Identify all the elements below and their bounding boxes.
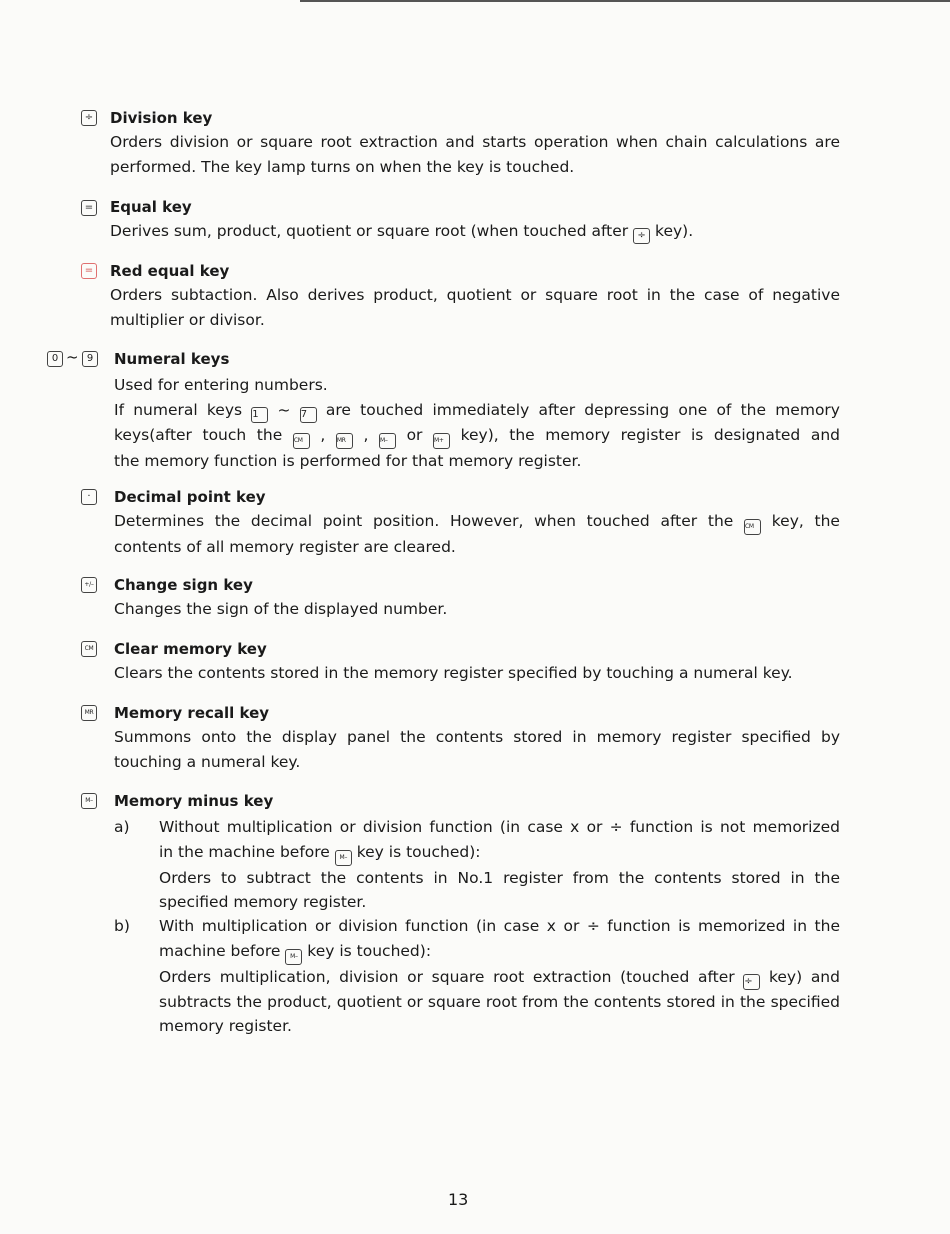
division-key-desc-line1: Orders division or square root extraction and starts operation when chain calculations are xyxy=(110,133,840,151)
memory-recall-key-entry xyxy=(114,702,840,774)
red-equal-key-desc-line1: Orders subtaction. Also derives product, quotient or square root in the case of negative xyxy=(110,286,840,304)
clear-memory-key-desc: Clears the contents stored in the memory register specified by touching a numeral key. xyxy=(114,664,793,682)
decimal-point-key-desc-line1 xyxy=(114,509,840,535)
red-equal-key-icon: = xyxy=(81,263,97,279)
memory-recall-inline-icon: MR xyxy=(336,433,353,449)
case-b-line3 xyxy=(159,965,840,990)
equal-key-desc-text-a: Derives sum, product, quotient or square root (when touched after xyxy=(110,222,629,240)
numeral-keys-desc-line4: the memory function is performed for that memory register. xyxy=(114,451,582,470)
numeral-keys-desc-line3 xyxy=(114,423,840,449)
memory-minus-case-a xyxy=(159,815,840,915)
seven-key-inline-icon: 7 xyxy=(300,407,317,423)
equal-key-title: Equal key xyxy=(110,198,192,216)
numeral-line2-text-a: If numeral keys xyxy=(114,400,243,419)
division-key-entry xyxy=(110,107,840,179)
decimal-point-key-title: Decimal point key xyxy=(114,488,266,506)
clear-memory-inline-icon: CM xyxy=(744,519,761,535)
case-b-line2-text-a: machine before xyxy=(159,941,281,960)
change-sign-key-title: Change sign key xyxy=(114,576,253,594)
memory-minus-key-entry xyxy=(114,790,840,812)
clear-memory-key-title: Clear memory key xyxy=(114,640,267,658)
memory-minus-key-title: Memory minus key xyxy=(114,792,274,810)
page-number: 13 xyxy=(448,1190,469,1209)
numeral-line3-text-b: key), the memory register is designated and xyxy=(460,425,840,444)
division-key-inline-icon: ÷ xyxy=(633,228,650,244)
decimal-line1-text-a: Determines the decimal point position. However, when touched after the xyxy=(114,512,734,530)
numeral-line3-text-a: keys(after touch the xyxy=(114,425,283,444)
numeral-keys-title: Numeral keys xyxy=(114,350,230,368)
red-equal-key-desc-line2: multiplier or divisor. xyxy=(110,310,265,329)
change-sign-key-icon: +/– xyxy=(81,577,97,593)
case-a-line2 xyxy=(159,840,840,866)
case-b-line4: subtracts the product, quotient or square root from the contents stored in the specified xyxy=(159,992,840,1011)
change-sign-key-entry xyxy=(114,574,840,622)
top-rule xyxy=(300,0,950,2)
case-a-line1: Without multiplication or division function (in case x or ÷ function is not memorized xyxy=(159,818,840,836)
case-a-line3: Orders to subtract the contents in No.1 register from the contents stored in the xyxy=(159,868,840,887)
decimal-point-key-icon: · xyxy=(81,489,97,505)
decimal-line1-text-b: key, the xyxy=(771,512,840,530)
range-tilde: ~ xyxy=(66,348,79,366)
memory-minus-inline-icon: M– xyxy=(379,433,396,449)
numeral-keys-desc-line2 xyxy=(114,398,840,423)
clear-memory-key-icon: CM xyxy=(81,641,97,657)
numeral-keys-desc-line1: Used for entering numbers. xyxy=(114,376,328,394)
nine-key-icon: 9 xyxy=(82,351,98,367)
memory-minus-inline-icon: M– xyxy=(335,850,352,866)
numeral-line2-tilde: ~ xyxy=(277,400,291,419)
memory-plus-inline-icon: M+ xyxy=(433,433,450,449)
case-a-line4: specified memory register. xyxy=(159,893,367,911)
zero-key-icon: 0 xyxy=(47,351,63,367)
memory-minus-case-b-label: b) xyxy=(114,917,130,935)
equal-key-entry xyxy=(110,196,840,244)
case-b-line2 xyxy=(159,939,840,965)
memory-recall-key-desc-line2: touching a numeral key. xyxy=(114,752,301,771)
case-a-line2-text-b: key is touched): xyxy=(356,842,481,861)
clear-memory-key-entry xyxy=(114,638,840,686)
red-equal-key-title: Red equal key xyxy=(110,262,230,280)
memory-recall-key-title: Memory recall key xyxy=(114,704,270,722)
numeral-line2-text-b: are touched immediately after depressing one of the memory xyxy=(325,400,840,419)
one-key-inline-icon: 1 xyxy=(251,407,268,423)
case-b-line3-text-a: Orders multiplication, division or square root extraction (touched after xyxy=(159,967,735,986)
case-a-line2-text-a: in the machine before xyxy=(159,842,330,861)
division-key-inline-icon: ÷ xyxy=(743,974,760,990)
memory-minus-case-b xyxy=(159,914,840,1039)
case-b-line1: With multiplication or division function (in case x or ÷ function is memorized in the xyxy=(159,917,840,935)
change-sign-key-desc: Changes the sign of the displayed number. xyxy=(114,600,448,618)
memory-recall-key-icon: MR xyxy=(81,705,97,721)
memory-recall-key-desc-line1: Summons onto the display panel the contents stored in memory register specified by xyxy=(114,728,840,746)
numeral-keys-entry xyxy=(114,348,840,473)
decimal-point-key-desc-line2: contents of all memory register are cleared. xyxy=(114,538,456,556)
numeral-line3-or: or xyxy=(406,425,423,444)
equal-key-desc-text-b: key). xyxy=(655,222,694,240)
memory-minus-key-icon: M– xyxy=(81,793,97,809)
clear-memory-inline-icon: CM xyxy=(293,433,310,449)
case-b-line5: memory register. xyxy=(159,1017,292,1035)
division-key-icon: ÷ xyxy=(81,110,97,126)
case-b-line3-text-b: key) and xyxy=(768,967,840,986)
memory-minus-inline-icon: M– xyxy=(285,949,302,965)
division-key-desc-line2: performed. The key lamp turns on when the key is touched. xyxy=(110,157,575,176)
equal-key-desc xyxy=(110,219,840,244)
red-equal-key-entry xyxy=(110,260,840,332)
case-b-line2-text-b: key is touched): xyxy=(307,941,432,960)
equal-key-icon: = xyxy=(81,200,97,216)
division-key-title: Division key xyxy=(110,109,213,127)
numeral-line3-comma-1: , xyxy=(320,425,326,444)
decimal-point-key-entry xyxy=(114,486,840,560)
numeral-line3-comma-2: , xyxy=(363,425,369,444)
memory-minus-case-a-label: a) xyxy=(114,818,130,836)
